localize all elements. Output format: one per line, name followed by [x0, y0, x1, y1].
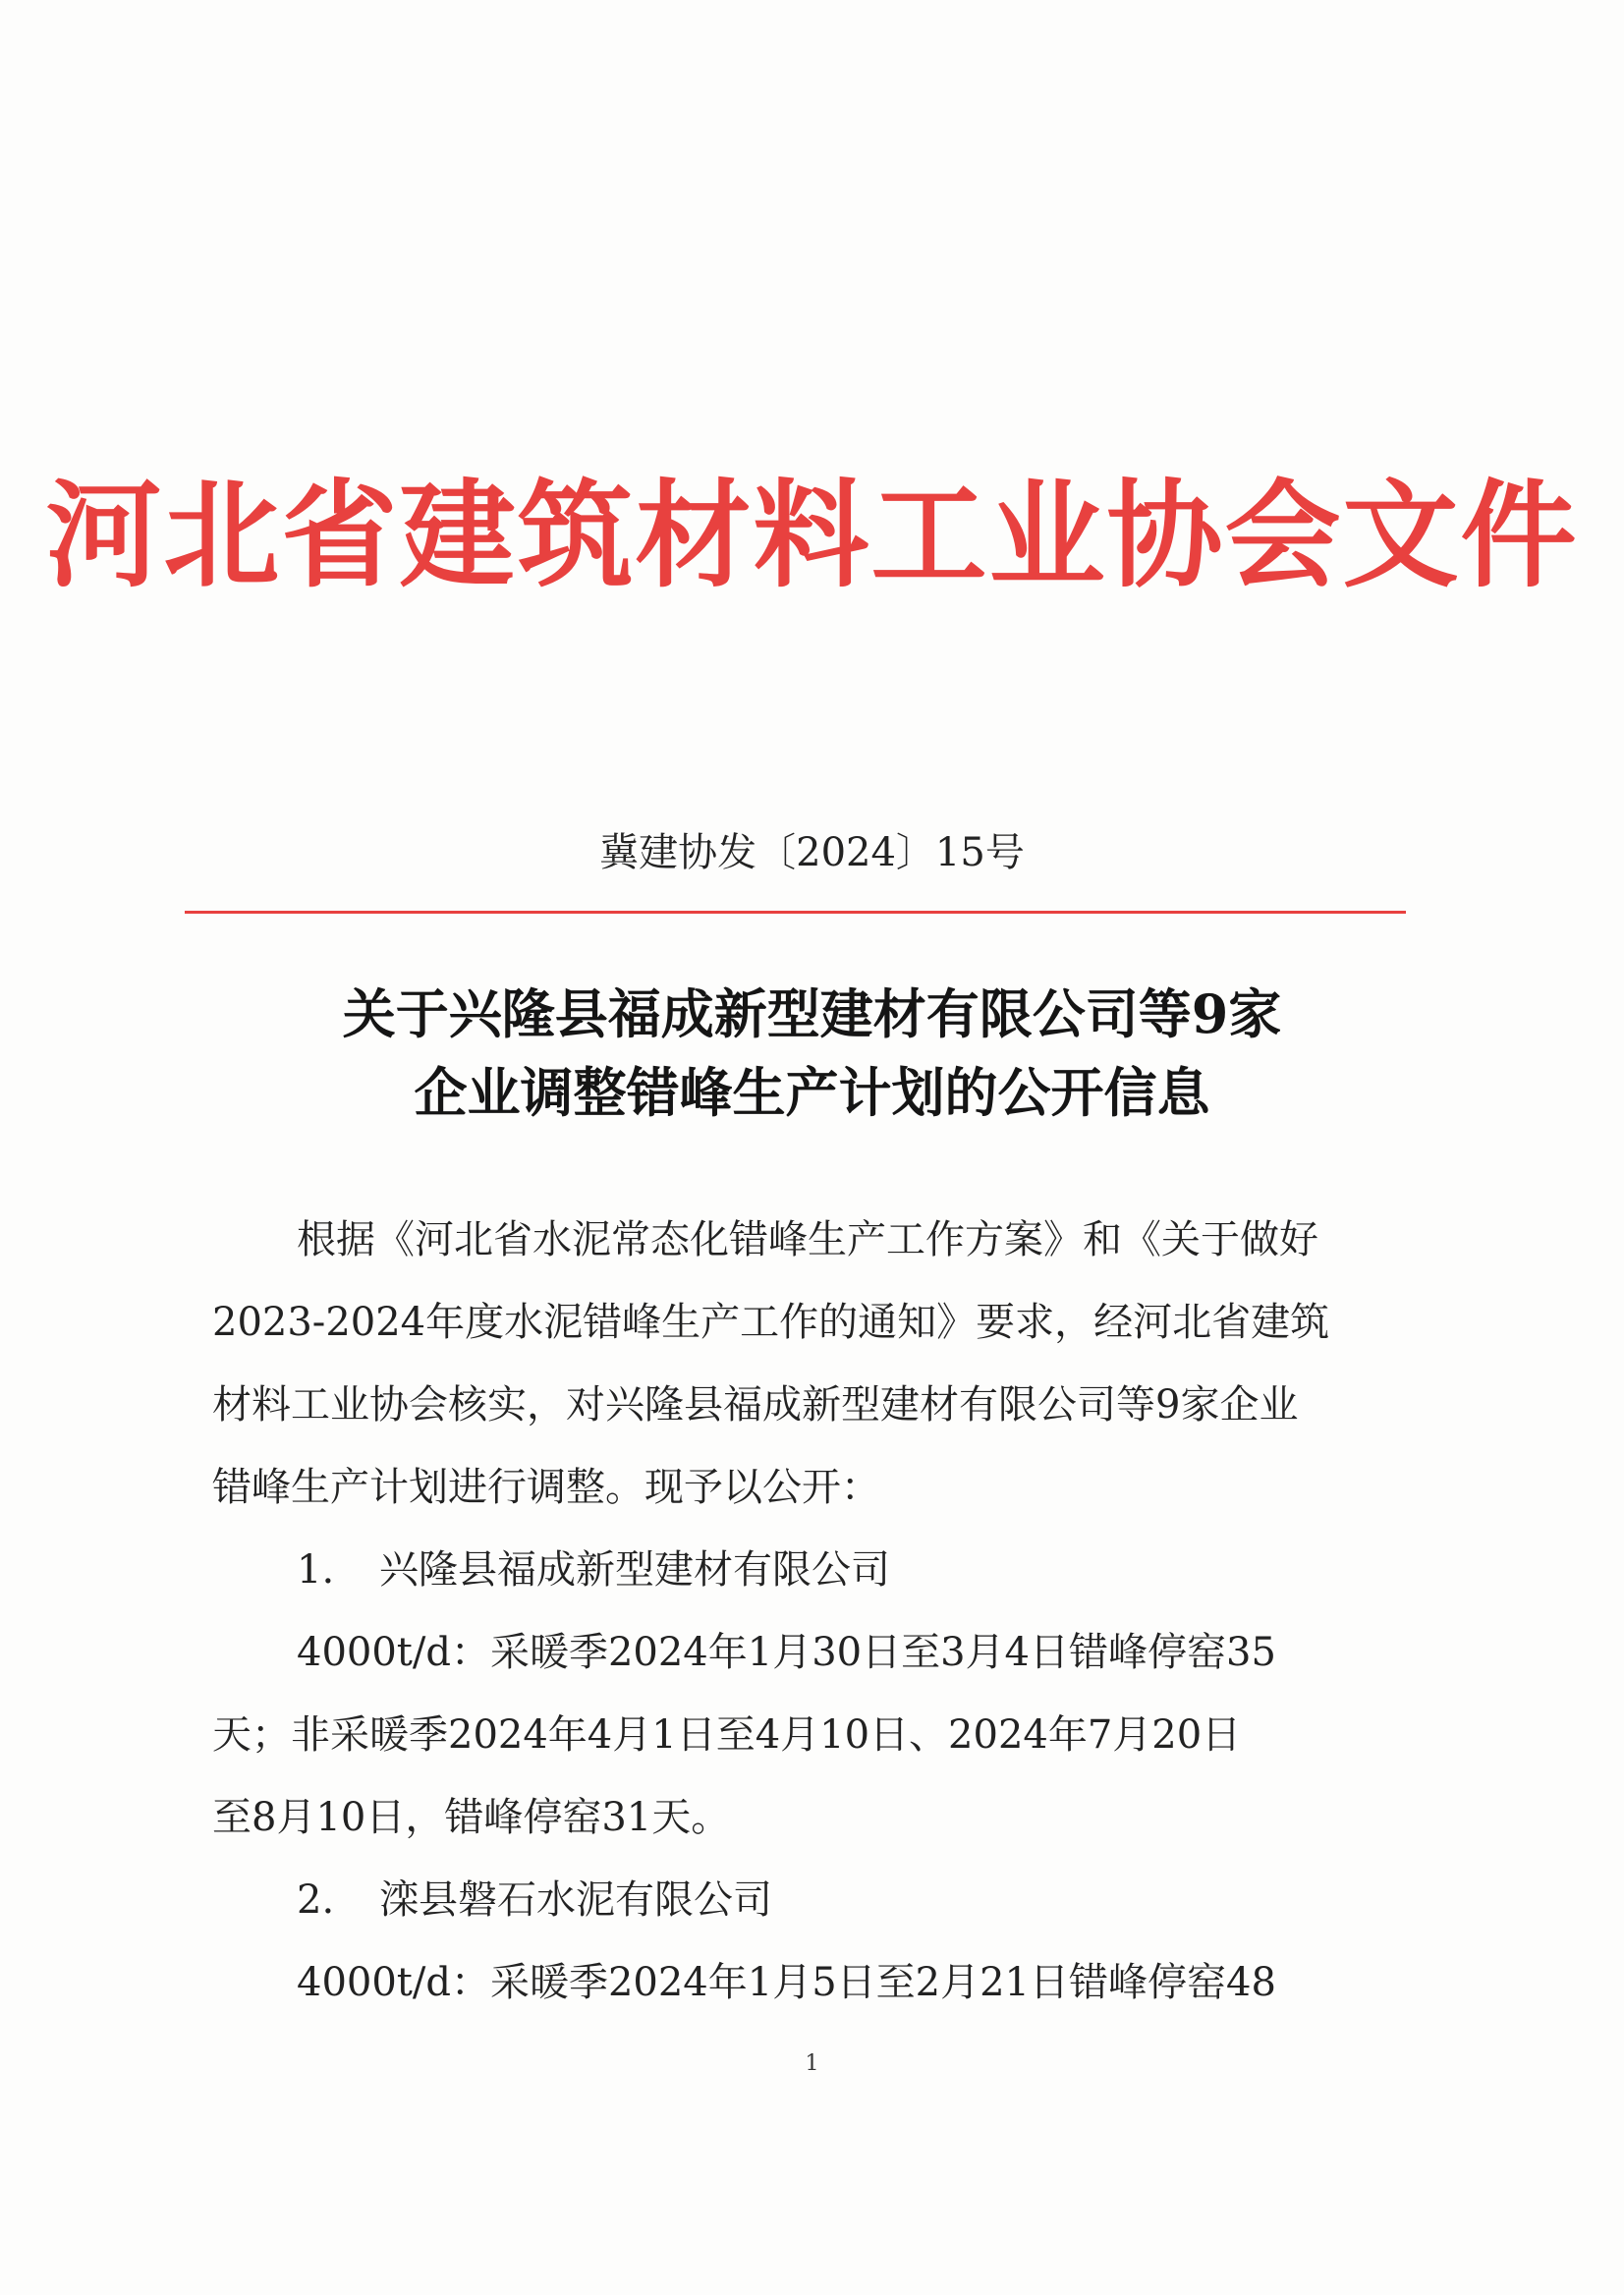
document-title: [0, 975, 1624, 1132]
intro-line: 错峰生产计划进行调整。现予以公开：: [212, 1465, 880, 1510]
intro-line: 2023-2024年度水泥错峰生产工作的通知》要求，经河北省建筑: [212, 1300, 1330, 1345]
list-item-company: 兴隆县福成新型建材有限公司: [379, 1547, 890, 1593]
masthead-title: 河北省建筑材料工业协会文件: [45, 467, 1579, 603]
page-number: 1: [805, 2051, 819, 2076]
list-item-detail: 至8月10日，错峰停窑31天。: [212, 1795, 731, 1840]
list-item-heading: [212, 1859, 1421, 1941]
document-number: 冀建协发〔2024〕15号: [599, 830, 1025, 875]
title-line-2: 企业调整错峰生产计划的公开信息: [414, 1061, 1210, 1124]
list-item-company: 滦县磐石水泥有限公司: [379, 1877, 772, 1923]
title-line-1: 关于兴隆县福成新型建材有限公司等9家: [342, 982, 1282, 1045]
intro-line: 材料工业协会核实，对兴隆县福成新型建材有限公司等9家企业: [212, 1382, 1299, 1427]
list-item-heading: [212, 1529, 1421, 1611]
list-item-detail: 4000t/d：采暖季2024年1月30日至3月4日错峰停窑35: [297, 1630, 1276, 1675]
list-item-detail: 天；非采暖季2024年4月1日至4月10日、2024年7月20日: [212, 1712, 1242, 1758]
intro-line: 根据《河北省水泥常态化错峰生产工作方案》和《关于做好: [297, 1217, 1318, 1262]
list-item-number: 1.: [297, 1547, 335, 1593]
body-text: [212, 1199, 1421, 2024]
list-item-number: 2.: [297, 1877, 335, 1923]
red-divider-line: [185, 911, 1406, 914]
list-item-detail: 4000t/d：采暖季2024年1月5日至2月21日错峰停窑48: [297, 1960, 1276, 2005]
